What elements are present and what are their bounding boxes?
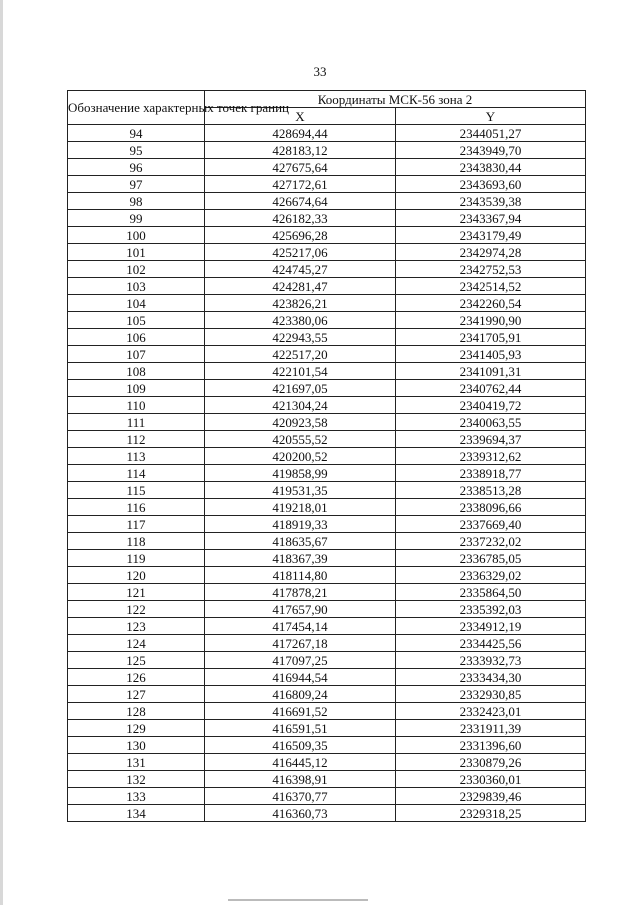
x-coordinate-cell: 417878,21 [205,584,396,601]
table-row [68,465,586,482]
point-id-cell: 124 [68,635,205,652]
y-coordinate-cell: 2329318,25 [396,805,586,822]
y-coordinate-cell: 2332423,01 [396,703,586,720]
table-row [68,329,586,346]
header-x: X [205,108,396,125]
y-coordinate-cell: 2336329,02 [396,567,586,584]
y-coordinate-cell: 2340419,72 [396,397,586,414]
y-coordinate-cell: 2338513,28 [396,482,586,499]
point-id-cell: 100 [68,227,205,244]
table-row [68,380,586,397]
y-coordinate-cell: 2340762,44 [396,380,586,397]
x-coordinate-cell: 416445,12 [205,754,396,771]
x-coordinate-cell: 416809,24 [205,686,396,703]
point-id-cell: 126 [68,669,205,686]
point-id-cell: 96 [68,159,205,176]
table-row [68,618,586,635]
point-id-cell: 113 [68,448,205,465]
y-coordinate-cell: 2330879,26 [396,754,586,771]
table-row [68,210,586,227]
x-coordinate-cell: 422101,54 [205,363,396,380]
x-coordinate-cell: 417267,18 [205,635,396,652]
point-id-cell: 117 [68,516,205,533]
table-row [68,805,586,822]
table-row [68,754,586,771]
y-coordinate-cell: 2335392,03 [396,601,586,618]
table-row [68,312,586,329]
point-id-cell: 94 [68,125,205,142]
x-coordinate-cell: 422517,20 [205,346,396,363]
table-row [68,533,586,550]
point-id-cell: 130 [68,737,205,754]
table-row [68,159,586,176]
x-coordinate-cell: 424281,47 [205,278,396,295]
y-coordinate-cell: 2341990,90 [396,312,586,329]
table-row [68,788,586,805]
point-id-cell: 123 [68,618,205,635]
table-row [68,601,586,618]
coordinates-table [67,90,586,822]
table-row [68,771,586,788]
table-row [68,652,586,669]
scan-artifact [228,899,368,901]
x-coordinate-cell: 425696,28 [205,227,396,244]
y-coordinate-cell: 2333932,73 [396,652,586,669]
table-row [68,482,586,499]
x-coordinate-cell: 420555,52 [205,431,396,448]
y-coordinate-cell: 2336785,05 [396,550,586,567]
y-coordinate-cell: 2342974,28 [396,244,586,261]
y-coordinate-cell: 2330360,01 [396,771,586,788]
x-coordinate-cell: 417454,14 [205,618,396,635]
x-coordinate-cell: 423380,06 [205,312,396,329]
point-id-cell: 107 [68,346,205,363]
header-y: Y [396,108,586,125]
table-row [68,414,586,431]
x-coordinate-cell: 419858,99 [205,465,396,482]
y-coordinate-cell: 2339694,37 [396,431,586,448]
point-id-cell: 110 [68,397,205,414]
y-coordinate-cell: 2334912,19 [396,618,586,635]
y-coordinate-cell: 2343693,60 [396,176,586,193]
table-row [68,125,586,142]
x-coordinate-cell: 416944,54 [205,669,396,686]
x-coordinate-cell: 426182,33 [205,210,396,227]
y-coordinate-cell: 2342260,54 [396,295,586,312]
y-coordinate-cell: 2342752,53 [396,261,586,278]
x-coordinate-cell: 418919,33 [205,516,396,533]
table-row [68,737,586,754]
x-coordinate-cell: 417097,25 [205,652,396,669]
y-coordinate-cell: 2343367,94 [396,210,586,227]
x-coordinate-cell: 421304,24 [205,397,396,414]
table-row [68,567,586,584]
table-row [68,244,586,261]
table-row [68,142,586,159]
point-id-cell: 111 [68,414,205,431]
x-coordinate-cell: 425217,06 [205,244,396,261]
point-id-cell: 109 [68,380,205,397]
header-point-label: Обозначение характерных точек границ [68,91,205,125]
point-id-cell: 95 [68,142,205,159]
point-id-cell: 106 [68,329,205,346]
x-coordinate-cell: 416591,51 [205,720,396,737]
point-id-cell: 128 [68,703,205,720]
x-coordinate-cell: 427675,64 [205,159,396,176]
table-row [68,227,586,244]
header-coordinates-group: Координаты МСК-56 зона 2 [205,91,586,108]
point-id-cell: 119 [68,550,205,567]
x-coordinate-cell: 420923,58 [205,414,396,431]
table-row [68,635,586,652]
x-coordinate-cell: 424745,27 [205,261,396,278]
y-coordinate-cell: 2341705,91 [396,329,586,346]
x-coordinate-cell: 427172,61 [205,176,396,193]
table-row [68,499,586,516]
point-id-cell: 121 [68,584,205,601]
x-coordinate-cell: 428183,12 [205,142,396,159]
table-row [68,669,586,686]
table-row [68,431,586,448]
y-coordinate-cell: 2343949,70 [396,142,586,159]
y-coordinate-cell: 2338918,77 [396,465,586,482]
y-coordinate-cell: 2337232,02 [396,533,586,550]
table-row [68,448,586,465]
x-coordinate-cell: 418367,39 [205,550,396,567]
table-body [68,125,586,822]
y-coordinate-cell: 2331396,60 [396,737,586,754]
table-row [68,176,586,193]
point-id-cell: 118 [68,533,205,550]
y-coordinate-cell: 2339312,62 [396,448,586,465]
y-coordinate-cell: 2343539,38 [396,193,586,210]
x-coordinate-cell: 419531,35 [205,482,396,499]
point-id-cell: 114 [68,465,205,482]
table-row [68,686,586,703]
point-id-cell: 120 [68,567,205,584]
point-id-cell: 127 [68,686,205,703]
table-row [68,346,586,363]
x-coordinate-cell: 422943,55 [205,329,396,346]
point-id-cell: 99 [68,210,205,227]
point-id-cell: 98 [68,193,205,210]
y-coordinate-cell: 2343830,44 [396,159,586,176]
point-id-cell: 103 [68,278,205,295]
y-coordinate-cell: 2338096,66 [396,499,586,516]
y-coordinate-cell: 2329839,46 [396,788,586,805]
y-coordinate-cell: 2340063,55 [396,414,586,431]
x-coordinate-cell: 416370,77 [205,788,396,805]
point-id-cell: 133 [68,788,205,805]
page-number: 33 [313,64,327,79]
x-coordinate-cell: 420200,52 [205,448,396,465]
y-coordinate-cell: 2341091,31 [396,363,586,380]
scan-edge [0,0,3,905]
x-coordinate-cell: 416360,73 [205,805,396,822]
point-id-cell: 105 [68,312,205,329]
point-id-cell: 122 [68,601,205,618]
x-coordinate-cell: 416398,91 [205,771,396,788]
point-id-cell: 112 [68,431,205,448]
x-coordinate-cell: 428694,44 [205,125,396,142]
y-coordinate-cell: 2344051,27 [396,125,586,142]
table-row [68,584,586,601]
y-coordinate-cell: 2335864,50 [396,584,586,601]
table-header [68,91,586,125]
x-coordinate-cell: 418114,80 [205,567,396,584]
point-id-cell: 116 [68,499,205,516]
y-coordinate-cell: 2331911,39 [396,720,586,737]
y-coordinate-cell: 2334425,56 [396,635,586,652]
table-row [68,261,586,278]
x-coordinate-cell: 416509,35 [205,737,396,754]
table-row [68,550,586,567]
y-coordinate-cell: 2343179,49 [396,227,586,244]
point-id-cell: 97 [68,176,205,193]
point-id-cell: 108 [68,363,205,380]
x-coordinate-cell: 421697,05 [205,380,396,397]
y-coordinate-cell: 2332930,85 [396,686,586,703]
table-row [68,363,586,380]
point-id-cell: 132 [68,771,205,788]
x-coordinate-cell: 423826,21 [205,295,396,312]
x-coordinate-cell: 417657,90 [205,601,396,618]
table-row [68,295,586,312]
x-coordinate-cell: 416691,52 [205,703,396,720]
point-id-cell: 129 [68,720,205,737]
point-id-cell: 131 [68,754,205,771]
y-coordinate-cell: 2333434,30 [396,669,586,686]
table-row [68,703,586,720]
y-coordinate-cell: 2342514,52 [396,278,586,295]
table-row [68,278,586,295]
x-coordinate-cell: 426674,64 [205,193,396,210]
point-id-cell: 101 [68,244,205,261]
point-id-cell: 134 [68,805,205,822]
table-row [68,193,586,210]
table-row [68,397,586,414]
table-row [68,720,586,737]
point-id-cell: 104 [68,295,205,312]
y-coordinate-cell: 2341405,93 [396,346,586,363]
table-row [68,516,586,533]
point-id-cell: 102 [68,261,205,278]
x-coordinate-cell: 418635,67 [205,533,396,550]
point-id-cell: 115 [68,482,205,499]
y-coordinate-cell: 2337669,40 [396,516,586,533]
x-coordinate-cell: 419218,01 [205,499,396,516]
point-id-cell: 125 [68,652,205,669]
